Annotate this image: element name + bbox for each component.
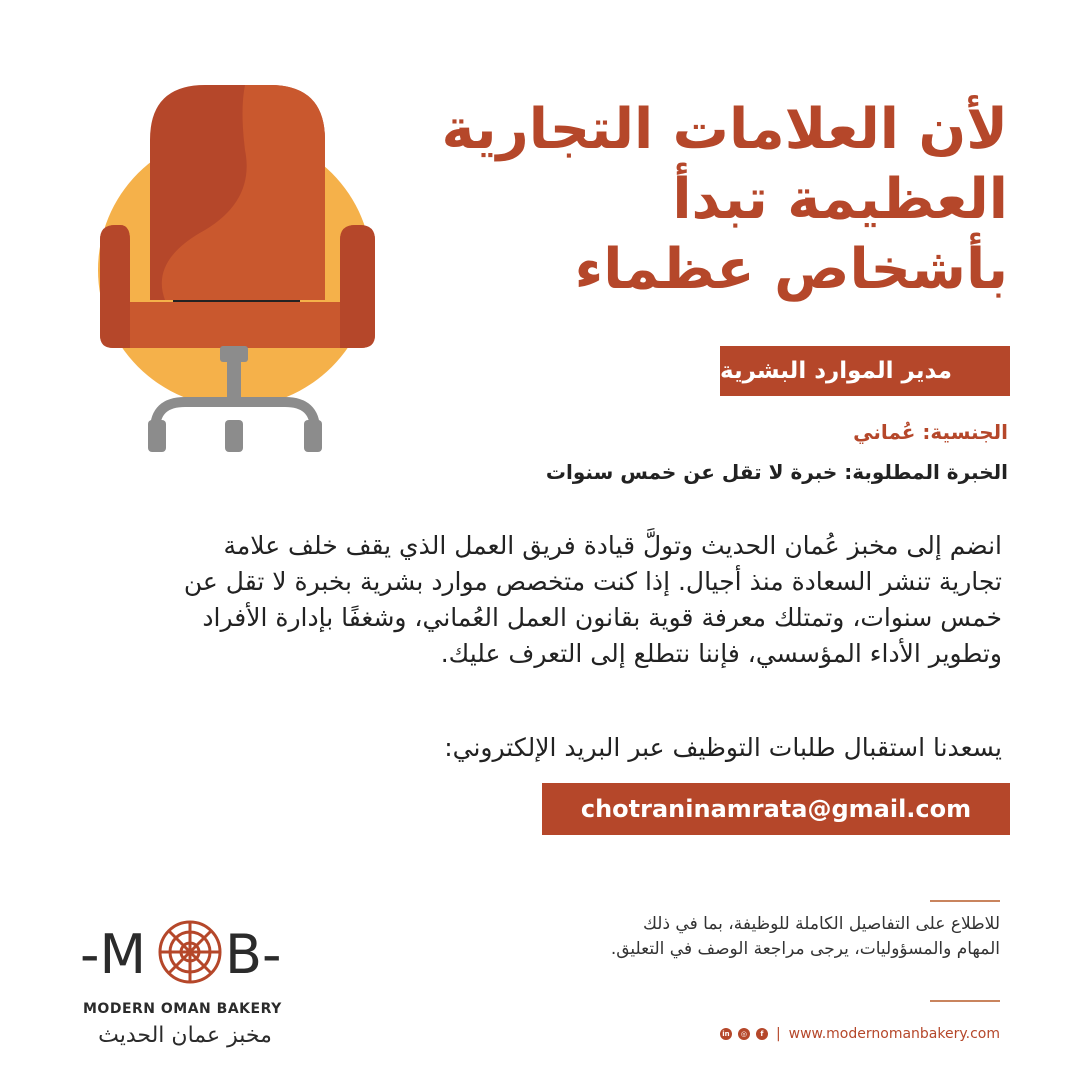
- job-title-badge: [720, 346, 1010, 396]
- headline: [388, 95, 1008, 305]
- footer-note: للاطلاع على التفاصيل الكاملة للوظيفة، بما في ذلك المهام والمسؤوليات، يرجى مراجعة الوصف في التعليق.: [610, 914, 1000, 959]
- logo-letters-right: B-: [225, 923, 282, 986]
- office-chair-icon: [95, 80, 385, 460]
- facebook-icon[interactable]: f: [756, 1028, 768, 1040]
- footer-divider-bottom: [930, 1000, 1000, 1002]
- company-logo: [80, 905, 290, 1055]
- logo-name-arabic: مخبز عمان الحديث: [98, 1023, 272, 1048]
- job-description: انضم إلى مخبز عُمان الحديث وتولَّ قيادة فريق العمل الذي يقف خلف علامة تجارية تنشر السعادة منذ أجيال. إذا كنت متخصص موارد بشرية بخبرة لا تقل عن خمس سنوات، وتمتلك معرفة قوية بقانون العمل العُماني، وشغفًا بإدارة الأفراد وتطوير الأداء المؤسسي، فإننا نتطلع إلى التعرف عليك.: [183, 531, 1002, 668]
- logo-mark: [80, 917, 290, 987]
- chair-stem-cap: [220, 346, 248, 362]
- email-text: chotraninamrata@gmail.com: [580, 795, 972, 823]
- headline-line-1: لأن العلامات التجارية: [441, 97, 1008, 162]
- logo-ornament-icon: [155, 917, 225, 987]
- chair-armrest-right: [340, 225, 375, 348]
- logo-name-english: MODERN OMAN BAKERY: [83, 1001, 282, 1017]
- chair-armrest-left: [100, 225, 130, 348]
- email-link[interactable]: [542, 783, 1010, 835]
- footer-divider-top: [930, 900, 1000, 902]
- linkedin-icon[interactable]: in: [720, 1028, 732, 1040]
- logo-letters-left: -M: [80, 923, 147, 986]
- footer-separator: |: [775, 1026, 781, 1042]
- job-title-text: مدير الموارد البشرية: [720, 358, 952, 384]
- headline-line-2: العظيمة تبدأ: [672, 167, 1008, 232]
- footer-links: [720, 1022, 1000, 1046]
- chair-wheel-right: [304, 420, 322, 452]
- nationality-text: الجنسية: عُماني: [853, 420, 1008, 444]
- chair-wheel-center: [225, 420, 243, 452]
- experience-text: الخبرة المطلوبة: خبرة لا تقل عن خمس سنوات: [545, 460, 1008, 484]
- website-link[interactable]: www.modernomanbakery.com: [788, 1026, 1000, 1042]
- instagram-icon[interactable]: ◎: [738, 1028, 750, 1040]
- apply-instructions: يسعدنا استقبال طلبات التوظيف عبر البريد الإلكتروني:: [444, 733, 1002, 762]
- chair-wheel-left: [148, 420, 166, 452]
- headline-line-3: بأشخاص عظماء: [574, 237, 1008, 302]
